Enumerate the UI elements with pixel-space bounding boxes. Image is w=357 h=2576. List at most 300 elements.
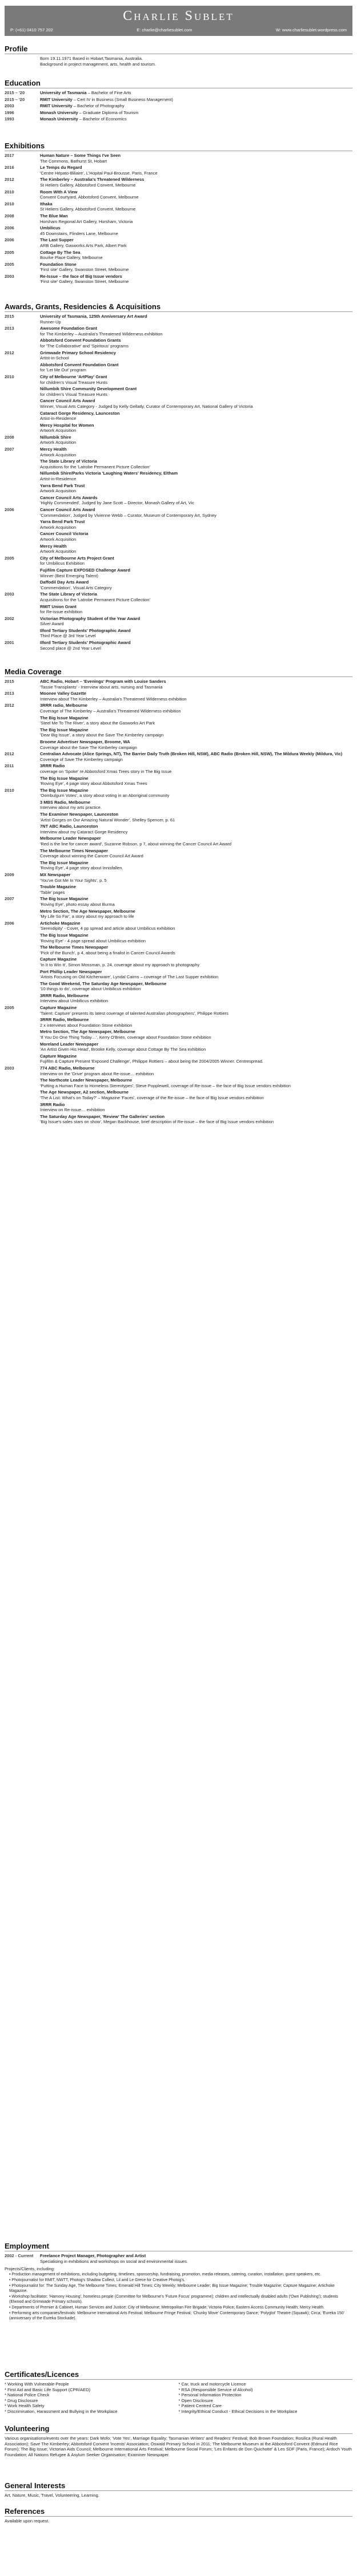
- awards-desc: Artwork Acquisition: [40, 440, 77, 445]
- media-desc: 'The A List: What's on Today?' – Magazine 'Faces', coverage of the Re-issue – the face of Big Issue vendors exhibition: [40, 1095, 264, 1100]
- media-section: [5, 667, 352, 1126]
- media-row: [5, 812, 352, 823]
- media-row: [5, 715, 352, 726]
- awards-row: [5, 544, 352, 554]
- media-title: Artichoke Magazine: [40, 920, 81, 926]
- education-title: Monash University: [40, 116, 78, 122]
- awards-desc: for 'The Collaborative' and 'Spiritous' programs: [40, 343, 129, 349]
- media-title: Moonee Valley Gazette: [40, 691, 86, 696]
- media-year: [5, 824, 40, 835]
- awards-title: Ilford Tertiary Students' Photographic Award: [40, 640, 131, 646]
- media-year: 2009: [5, 872, 14, 877]
- exhibitions-list: [5, 153, 352, 285]
- media-title: The Melbourne Times Newspaper: [40, 945, 109, 950]
- awards-row: [5, 411, 352, 422]
- media-details: [40, 1078, 352, 1088]
- awards-title: Cancer Council Arts Award: [40, 398, 95, 404]
- media-year: [5, 1054, 40, 1064]
- media-desc: Interview about The Kimberley – Australia's Threatened Wilderness exhibition: [40, 696, 187, 702]
- awards-details: [40, 326, 352, 337]
- media-details: [40, 969, 352, 980]
- awards-year: [5, 362, 40, 373]
- awards-title: Daffodil Day Arts Award: [40, 580, 89, 585]
- media-details: [40, 763, 352, 774]
- education-section: [5, 79, 352, 123]
- media-title: Capture Magazine: [40, 1005, 77, 1011]
- media-row: [5, 751, 352, 762]
- media-details: [40, 1114, 352, 1125]
- email-link[interactable]: E: charlie@charliesublet.com: [137, 27, 192, 33]
- awards-title: Nillumbik Shire Community Development Grant: [40, 386, 137, 392]
- media-title: The Examiner Newspaper, Launceston: [40, 812, 119, 817]
- exhibitions-title: Room With A View: [40, 189, 78, 195]
- cert-item: * Car, truck and motorcycle Licence: [178, 2381, 246, 2387]
- media-year: [5, 957, 40, 967]
- awards-desc: for children's Visual Treasure Hunts: [40, 391, 108, 397]
- awards-year: 2008: [5, 434, 14, 440]
- awards-year: [5, 483, 40, 494]
- exhibitions-year: 2006: [5, 237, 14, 243]
- media-row: [5, 824, 352, 835]
- exhibitions-title: Foundation Stone: [40, 261, 77, 267]
- exhibitions-title: Ithaka: [40, 201, 53, 206]
- awards-details: [40, 362, 352, 373]
- awards-row: [5, 326, 352, 337]
- exhibitions-title: Re-Issue – the face of Big Issue vendors: [40, 273, 122, 279]
- media-row: [5, 909, 352, 920]
- education-details: [40, 110, 352, 116]
- media-title: The Big Issue Magazine: [40, 727, 89, 732]
- media-row: [5, 788, 352, 799]
- exhibitions-desc: St Heliers Gallery, Abbotsford Convent, Melbourne: [40, 182, 136, 188]
- media-details: [40, 836, 352, 846]
- media-desc: 'You've Got Me In Your Sights', p. 5: [40, 877, 107, 883]
- awards-desc: 'Commendation', Visual Arts Category: [40, 585, 112, 590]
- exhibitions-details: [40, 153, 352, 164]
- awards-title: Cancer Council Arts Awards: [40, 495, 98, 500]
- awards-year: [5, 423, 40, 434]
- awards-details: [40, 459, 352, 469]
- media-details: [40, 739, 352, 750]
- media-row: [5, 1005, 352, 1016]
- media-title: The Big Issue Magazine: [40, 896, 89, 902]
- education-desc: – Bachelor of Photography: [72, 103, 125, 109]
- awards-desc: for 'Let Me Out' program: [40, 367, 86, 373]
- media-desc: 'Putting a Human Face to Homeless Stereotypes', Steve Popplewell, coverage of Re-issue – the face of Big Issue vendors exhibition: [40, 1083, 291, 1088]
- media-desc: 'Table' pages: [40, 889, 65, 895]
- education-desc: – Bachelor of Economics: [78, 116, 127, 122]
- education-row: [5, 110, 352, 116]
- awards-desc: 'Highly Commended', Judged by Jane Scott – Director, Monash Gallery of Art, Vic: [40, 500, 194, 506]
- awards-year: [5, 519, 40, 530]
- awards-desc: Artist-in-Residence: [40, 476, 77, 482]
- exhibitions-row: [5, 237, 352, 248]
- media-details: [40, 957, 352, 967]
- media-desc: 'In It to Win It', Simon Mossman, p. 24, coverage about my approach to photography: [40, 962, 200, 967]
- exhibitions-row: [5, 177, 352, 188]
- cert-item: * Open Disclosure: [178, 2397, 213, 2403]
- media-year: [5, 848, 40, 859]
- awards-details: [40, 640, 352, 651]
- media-desc: 'Roving Eye', photo essay about Burma: [40, 901, 115, 907]
- employment-bullets: [5, 2272, 352, 2321]
- exhibitions-year: 2010: [5, 201, 14, 206]
- exhibitions-year: 2005: [5, 249, 14, 255]
- volunteering-section: [5, 2424, 352, 2457]
- phone: P: (+61) 0410 757 202: [10, 27, 53, 33]
- media-year: [5, 1102, 40, 1113]
- awards-year: [5, 411, 40, 422]
- section-title: Profile: [5, 44, 352, 54]
- media-desc: 'Oombulgurri Votes', a story about voting in an Aboriginal community: [40, 793, 170, 799]
- media-title: The Northcote Leader Newspaper, Melbourne: [40, 1078, 133, 1083]
- education-year: 2003: [5, 103, 14, 109]
- exhibitions-desc: Horsham Regional Art Gallery, Horsham, Victoria: [40, 218, 133, 224]
- cert-item: * National Police Check: [5, 2392, 50, 2398]
- awards-details: [40, 374, 352, 385]
- media-title: Trouble Magazine: [40, 884, 76, 890]
- media-row: [5, 860, 352, 871]
- media-desc: 'Tassie Transplants' - Interview about arts, nursing and Tasmania: [40, 684, 163, 690]
- awards-desc: Artwork Acquisition: [40, 452, 77, 457]
- media-desc: Coverage about the Save The Kimberley campaign: [40, 744, 137, 750]
- awards-desc: Artist-in-Residence: [40, 416, 77, 422]
- exhibitions-year: 2005: [5, 261, 14, 267]
- media-year: 2015: [5, 679, 14, 684]
- education-row: [5, 97, 352, 103]
- media-row: [5, 981, 352, 992]
- media-title: Metro Section, The Age Newspaper, Melbourne: [40, 908, 135, 914]
- interests-section: [5, 2481, 352, 2498]
- media-year: [5, 739, 40, 750]
- certificates-section: [5, 2370, 352, 2415]
- media-row: [5, 921, 352, 931]
- media-title: 7NT ABC Radio, Launceston: [40, 824, 98, 829]
- exhibitions-row: [5, 274, 352, 285]
- awards-details: [40, 483, 352, 494]
- exhibitions-year: 2003: [5, 273, 14, 279]
- profile-text: Background in project management, arts, health and tourism.: [40, 61, 157, 67]
- media-title: 3RRR Radio: [40, 763, 65, 769]
- employment-year: 2002 - Current: [5, 2253, 34, 2258]
- media-details: [40, 679, 352, 690]
- exhibitions-desc: 'First site' Gallery, Swanston Street, Melbourne: [40, 279, 129, 285]
- awards-row: [5, 556, 352, 566]
- awards-details: [40, 628, 352, 639]
- media-details: [40, 788, 352, 799]
- media-year: [5, 993, 40, 1004]
- media-title: 3RRR Radio, Melbourne: [40, 1017, 89, 1023]
- media-title: Broome Advertiser Newspaper, Broome, WA: [40, 739, 130, 744]
- awards-year: [5, 580, 40, 590]
- media-details: [40, 691, 352, 702]
- awards-details: [40, 423, 352, 434]
- employment-bullet: • Departments of Premier & Cabinet, Human Services and Justice; City of Melbourne; Metropolitan Fire Brigade; Victoria Police; Eastern Access Community Health; Mercy Health.: [9, 2305, 352, 2310]
- education-year: 2015 – '20: [5, 90, 25, 95]
- profile-section: [5, 44, 352, 67]
- cert-item: * Discrimination, Harassment and Bullying in the Workplace: [5, 2408, 118, 2414]
- media-details: [40, 1102, 352, 1113]
- exhibitions-details: [40, 213, 352, 224]
- awards-title: Yarra Bend Park Trust: [40, 519, 85, 525]
- media-year: 2012: [5, 751, 14, 757]
- media-desc: 'My Life So Far', a story about my approach to life: [40, 914, 134, 920]
- references-section: [5, 2507, 352, 2524]
- media-desc: '10 things to do', coverage about Umbilicus exhibition: [40, 986, 141, 992]
- media-row: [5, 884, 352, 895]
- media-year: [5, 1114, 40, 1125]
- awards-details: [40, 604, 352, 615]
- volunteering-text: Various organisations/events over the years: Dark Mofo; 'Vote Yes', Marriage Equality; Tasmanian Writers' and Readers' Festival; Bob Brown Foundation; Rosilica (Rural Health Association); Save The Kimberley; Abbotsford Convent 'Incents' Association; Oswald Primary School in 2011; The Melbourne Museum at the Abbotsford Convent (Edmund Rice Forum); The Big Issue; Victorian Aids Council; Melbourne International Arts Festival; Melbourne Social Forum; 'Les Enfants de Don Quichotte' & Les SDF (Paris, France); Ardoch Youth Foundation; All Nations Refugee & Asylum Seeker Organisation; Examiner Newspaper.: [5, 2436, 352, 2457]
- awards-row: [5, 507, 352, 518]
- awards-year: 2005: [5, 555, 14, 561]
- awards-details: [40, 580, 352, 590]
- awards-row: [5, 362, 352, 373]
- awards-details: [40, 519, 352, 530]
- awards-details: [40, 544, 352, 554]
- employment-bullet: • Performing arts companies/festivals: Melbourne International Arts Festival; Melbourne Fringe Festival; 'Chunky Move' Contemporary Dance; 'Polyglot' Theatre (Squawk); Circa; 'Eureka 150' (anniversary of the Eureka Stockade).: [9, 2311, 352, 2321]
- media-details: [40, 727, 352, 738]
- media-row: [5, 739, 352, 750]
- media-details: [40, 751, 352, 762]
- education-list: [5, 90, 352, 122]
- awards-details: [40, 592, 352, 602]
- awards-year: [5, 544, 40, 554]
- media-details: [40, 800, 352, 811]
- awards-row: [5, 350, 352, 361]
- media-year: 2010: [5, 787, 14, 793]
- media-row: [5, 872, 352, 883]
- awards-row: [5, 628, 352, 639]
- media-title: The Big Issue Magazine: [40, 787, 89, 793]
- media-desc: 'Dear Big Issue', a story about the Save The Kimberley campaign: [40, 732, 164, 738]
- media-details: [40, 776, 352, 787]
- awards-row: [5, 398, 352, 409]
- media-row: [5, 1054, 352, 1064]
- website-link[interactable]: W: www.charliesublet.wordpress.com: [275, 27, 347, 33]
- awards-year: 2006: [5, 507, 14, 512]
- media-desc: coverage on 'Spoke' re Abbotsford Xmas Trees story in The Big Issue: [40, 768, 172, 774]
- media-year: [5, 776, 40, 787]
- awards-desc: Artist-in-School: [40, 355, 69, 361]
- media-title: Capture Magazine: [40, 1053, 77, 1059]
- employment-bullet: • Photojournalist for RMIT, NWTT, Photog's Shadow Collect, Lil and Le Grece for Creative Photog's.: [9, 2278, 352, 2283]
- awards-details: [40, 495, 352, 506]
- awards-row: [5, 471, 352, 481]
- awards-details: [40, 386, 352, 397]
- awards-desc: for children's Visual Treasure Hunts: [40, 379, 108, 385]
- awards-title: Nillumbik Shire/Parks Victoria 'Laughing Waters' Residency, Eltham: [40, 471, 178, 476]
- awards-row: [5, 314, 352, 325]
- clients-label: Projects/Clients, including:: [5, 2266, 55, 2272]
- education-title: Monash University: [40, 110, 78, 115]
- media-title: Centralian Advocate (Alice Springs, NT), The Barrier Daily Truth (Broken Hill, NSW), ABC Radio (Broken Hill, NSW), The Mildura Weekly (Mildura, Vic): [40, 751, 343, 757]
- employment-section: [5, 2242, 352, 2322]
- awards-year: 2012: [5, 350, 14, 355]
- awards-title: Cancer Council Victoria: [40, 531, 89, 537]
- cert-list-left: [5, 2381, 179, 2415]
- awards-title: Abbotsford Convent Foundation Grant: [40, 362, 119, 367]
- media-row: [5, 836, 352, 846]
- awards-title: Mercy Health: [40, 447, 67, 452]
- cert-item: * Patient Centred Care: [178, 2403, 222, 2409]
- media-details: [40, 812, 352, 823]
- awards-desc: Artwork Acquisition: [40, 536, 77, 542]
- awards-title: Nillumbik Shire: [40, 434, 71, 440]
- media-row: [5, 691, 352, 702]
- exhibitions-desc: 'First site' Gallery, Swanston Street, Melbourne: [40, 267, 129, 273]
- media-title: Metro Section, The Age Newspaper, Melbourne: [40, 1029, 135, 1035]
- exhibitions-desc: Convent Courtyard, Abbotsford Convent, Melbourne: [40, 195, 139, 200]
- awards-details: [40, 435, 352, 445]
- media-row: [5, 896, 352, 907]
- exhibitions-details: [40, 165, 352, 176]
- awards-details: [40, 471, 352, 481]
- media-row: [5, 933, 352, 943]
- media-details: [40, 872, 352, 883]
- section-title: References: [5, 2507, 352, 2517]
- exhibitions-year: 2012: [5, 177, 14, 183]
- awards-desc: Silver Award: [40, 621, 64, 627]
- cert-item: * First Aid and Basic Life Support (CPR/AED): [5, 2387, 91, 2392]
- awards-desc: for Re-issue exhibition: [40, 609, 83, 615]
- awards-section: [5, 302, 352, 652]
- awards-year: 2003: [5, 592, 14, 597]
- media-desc: 'Pick of the Bunch', p 4, about being a finalist in Cancer Council Awards: [40, 950, 175, 955]
- awards-row: [5, 495, 352, 506]
- awards-details: [40, 350, 352, 361]
- media-details: [40, 824, 352, 835]
- contact-bar: [5, 27, 352, 33]
- awards-desc: Acquisitions for the 'Latrobe Permanent Picture Collection': [40, 464, 150, 469]
- media-desc: 'Roving Eye' - 4 page spread about Umbilicus exhibition: [40, 938, 146, 943]
- awards-row: [5, 374, 352, 385]
- awards-details: [40, 447, 352, 457]
- awards-details: [40, 411, 352, 422]
- media-title: The Age Newspaper, A2 section, Melbourne: [40, 1089, 129, 1095]
- media-desc: Interview on the 'Drive' program about Re-issue… exhibition: [40, 1071, 154, 1076]
- media-details: [40, 1017, 352, 1028]
- awards-title: The State Library of Victoria: [40, 592, 97, 597]
- media-row: [5, 679, 352, 690]
- media-desc: 'Artists Focusing on Old Kitchenware', Lyndal Cairns – coverage of The Last Supper exhibition: [40, 974, 219, 980]
- awards-details: [40, 338, 352, 349]
- header-banner: [5, 6, 352, 36]
- awards-details: [40, 556, 352, 566]
- cert-item: * Work Health Safety: [5, 2403, 45, 2409]
- awards-year: 2007: [5, 447, 14, 452]
- media-title: Moreland Leader Newspaper: [40, 1041, 99, 1047]
- media-details: [40, 1042, 352, 1052]
- exhibitions-row: [5, 213, 352, 224]
- exhibitions-title: The Last Supper: [40, 237, 74, 243]
- awards-details: [40, 531, 352, 542]
- media-desc: Coverage of The Kimberley – Australia's Threatened Wilderness exhibition: [40, 708, 181, 714]
- exhibitions-details: [40, 225, 352, 236]
- media-title: Melbourne Leader Newspaper: [40, 836, 101, 841]
- media-desc: 'Serendipity' - Cover, 4 pp spread and article about Umbilicus exhibition: [40, 926, 175, 931]
- media-title: The Melbourne Times Newspaper: [40, 848, 109, 853]
- media-details: [40, 848, 352, 859]
- media-year: [5, 1029, 40, 1040]
- awards-row: [5, 423, 352, 434]
- education-details: [40, 103, 352, 109]
- cert-item: * Drug Disclosure: [5, 2397, 38, 2403]
- media-details: [40, 1005, 352, 1016]
- media-details: [40, 993, 352, 1004]
- section-title: Education: [5, 79, 352, 88]
- media-details: [40, 1054, 352, 1064]
- media-year: 2011: [5, 763, 14, 769]
- exhibitions-desc: 'Centre Hépato-Biliaire', L'Hopital Paul-Brousse, Paris, France: [40, 170, 158, 176]
- exhibitions-year: 2017: [5, 153, 14, 158]
- interests-text: Art, Nature, Music, Travel, Volunteering, Learning.: [5, 2493, 99, 2498]
- awards-row: [5, 519, 352, 530]
- awards-year: [5, 495, 40, 506]
- exhibitions-title: The Blue Man: [40, 213, 68, 218]
- media-details: [40, 1066, 352, 1076]
- awards-details: [40, 398, 352, 409]
- exhibitions-details: [40, 177, 352, 188]
- awards-details: [40, 616, 352, 627]
- media-row: [5, 1089, 352, 1100]
- education-row: [5, 116, 352, 122]
- exhibitions-title: Cottage By The Sea: [40, 249, 81, 255]
- cert-item: * Working With Vulnerable People: [5, 2381, 69, 2387]
- media-desc: 'Roving Eye', 4 page story about Abbotsford Xmas Trees: [40, 781, 147, 787]
- exhibitions-row: [5, 262, 352, 273]
- awards-row: [5, 435, 352, 445]
- awards-year: 2002: [5, 615, 14, 621]
- media-desc: Coverage about winning the Cancer Council Art Award: [40, 853, 143, 859]
- media-title: The Big Issue Magazine: [40, 860, 89, 865]
- section-title: Media Coverage: [5, 667, 352, 677]
- media-desc: 'If You Do One Thing Today…', Kerry O'Brien, coverage about Foundation Stone exhibition: [40, 1035, 211, 1040]
- employment-summary: Specialising in exhibitions and workshops on social and environmental issues.: [40, 2258, 188, 2264]
- media-title: 3RRR Radio, Melbourne: [40, 993, 89, 998]
- awards-details: [40, 568, 352, 578]
- media-year: 2005: [5, 1005, 14, 1011]
- section-title: General Interests: [5, 2481, 352, 2491]
- employment-bullet: • Production management of exhibitions, including budgeting, timelines, sponsorship, fundraising, promotion, media releases, catering, curation, installation, guest speakers, etc.: [9, 2272, 352, 2277]
- cert-item: * RSA (Responsible Service of Alcohol): [178, 2387, 253, 2392]
- awards-year: 2001: [5, 640, 14, 646]
- awards-title: Yarra Bend Park Trust: [40, 483, 85, 488]
- media-desc: 'Steel Me To The River', a story about the Gasworks Art Park: [40, 720, 155, 726]
- awards-year: [5, 531, 40, 542]
- media-desc: 'An Artist Given His Head', Brooke Kelly, coverage about Cottage By The Sea exhibition: [40, 1047, 206, 1052]
- awards-details: [40, 507, 352, 518]
- awards-year: 2015: [5, 314, 14, 319]
- media-details: [40, 1089, 352, 1100]
- media-row: [5, 800, 352, 811]
- media-row: [5, 727, 352, 738]
- awards-desc: Third Place @ 3rd Year Level: [40, 633, 96, 639]
- exhibitions-year: 2016: [5, 165, 14, 171]
- employment-bullet: • Photojournalist for: The Sunday Age, The Melbourne Times; Emerald Hill Times; City Weekly; Melbourne Leader; Big Issue Magazine; Trouble Magazine; Capture Magazine; Artichoke Magazine.: [9, 2283, 352, 2294]
- exhibitions-row: [5, 225, 352, 236]
- exhibitions-row: [5, 250, 352, 261]
- media-desc: 2 x interviews about Foundation Stone exhibition: [40, 1022, 133, 1028]
- media-details: [40, 921, 352, 931]
- awards-desc: Artwork Acquisition: [40, 524, 77, 530]
- media-title: 774 ABC Radio, Melbourne: [40, 1066, 95, 1071]
- awards-desc: Artwork Acquisition: [40, 549, 77, 554]
- awards-row: [5, 592, 352, 602]
- awards-title: Mercy Hospital for Women: [40, 422, 94, 428]
- media-year: [5, 981, 40, 992]
- media-year: [5, 1089, 40, 1100]
